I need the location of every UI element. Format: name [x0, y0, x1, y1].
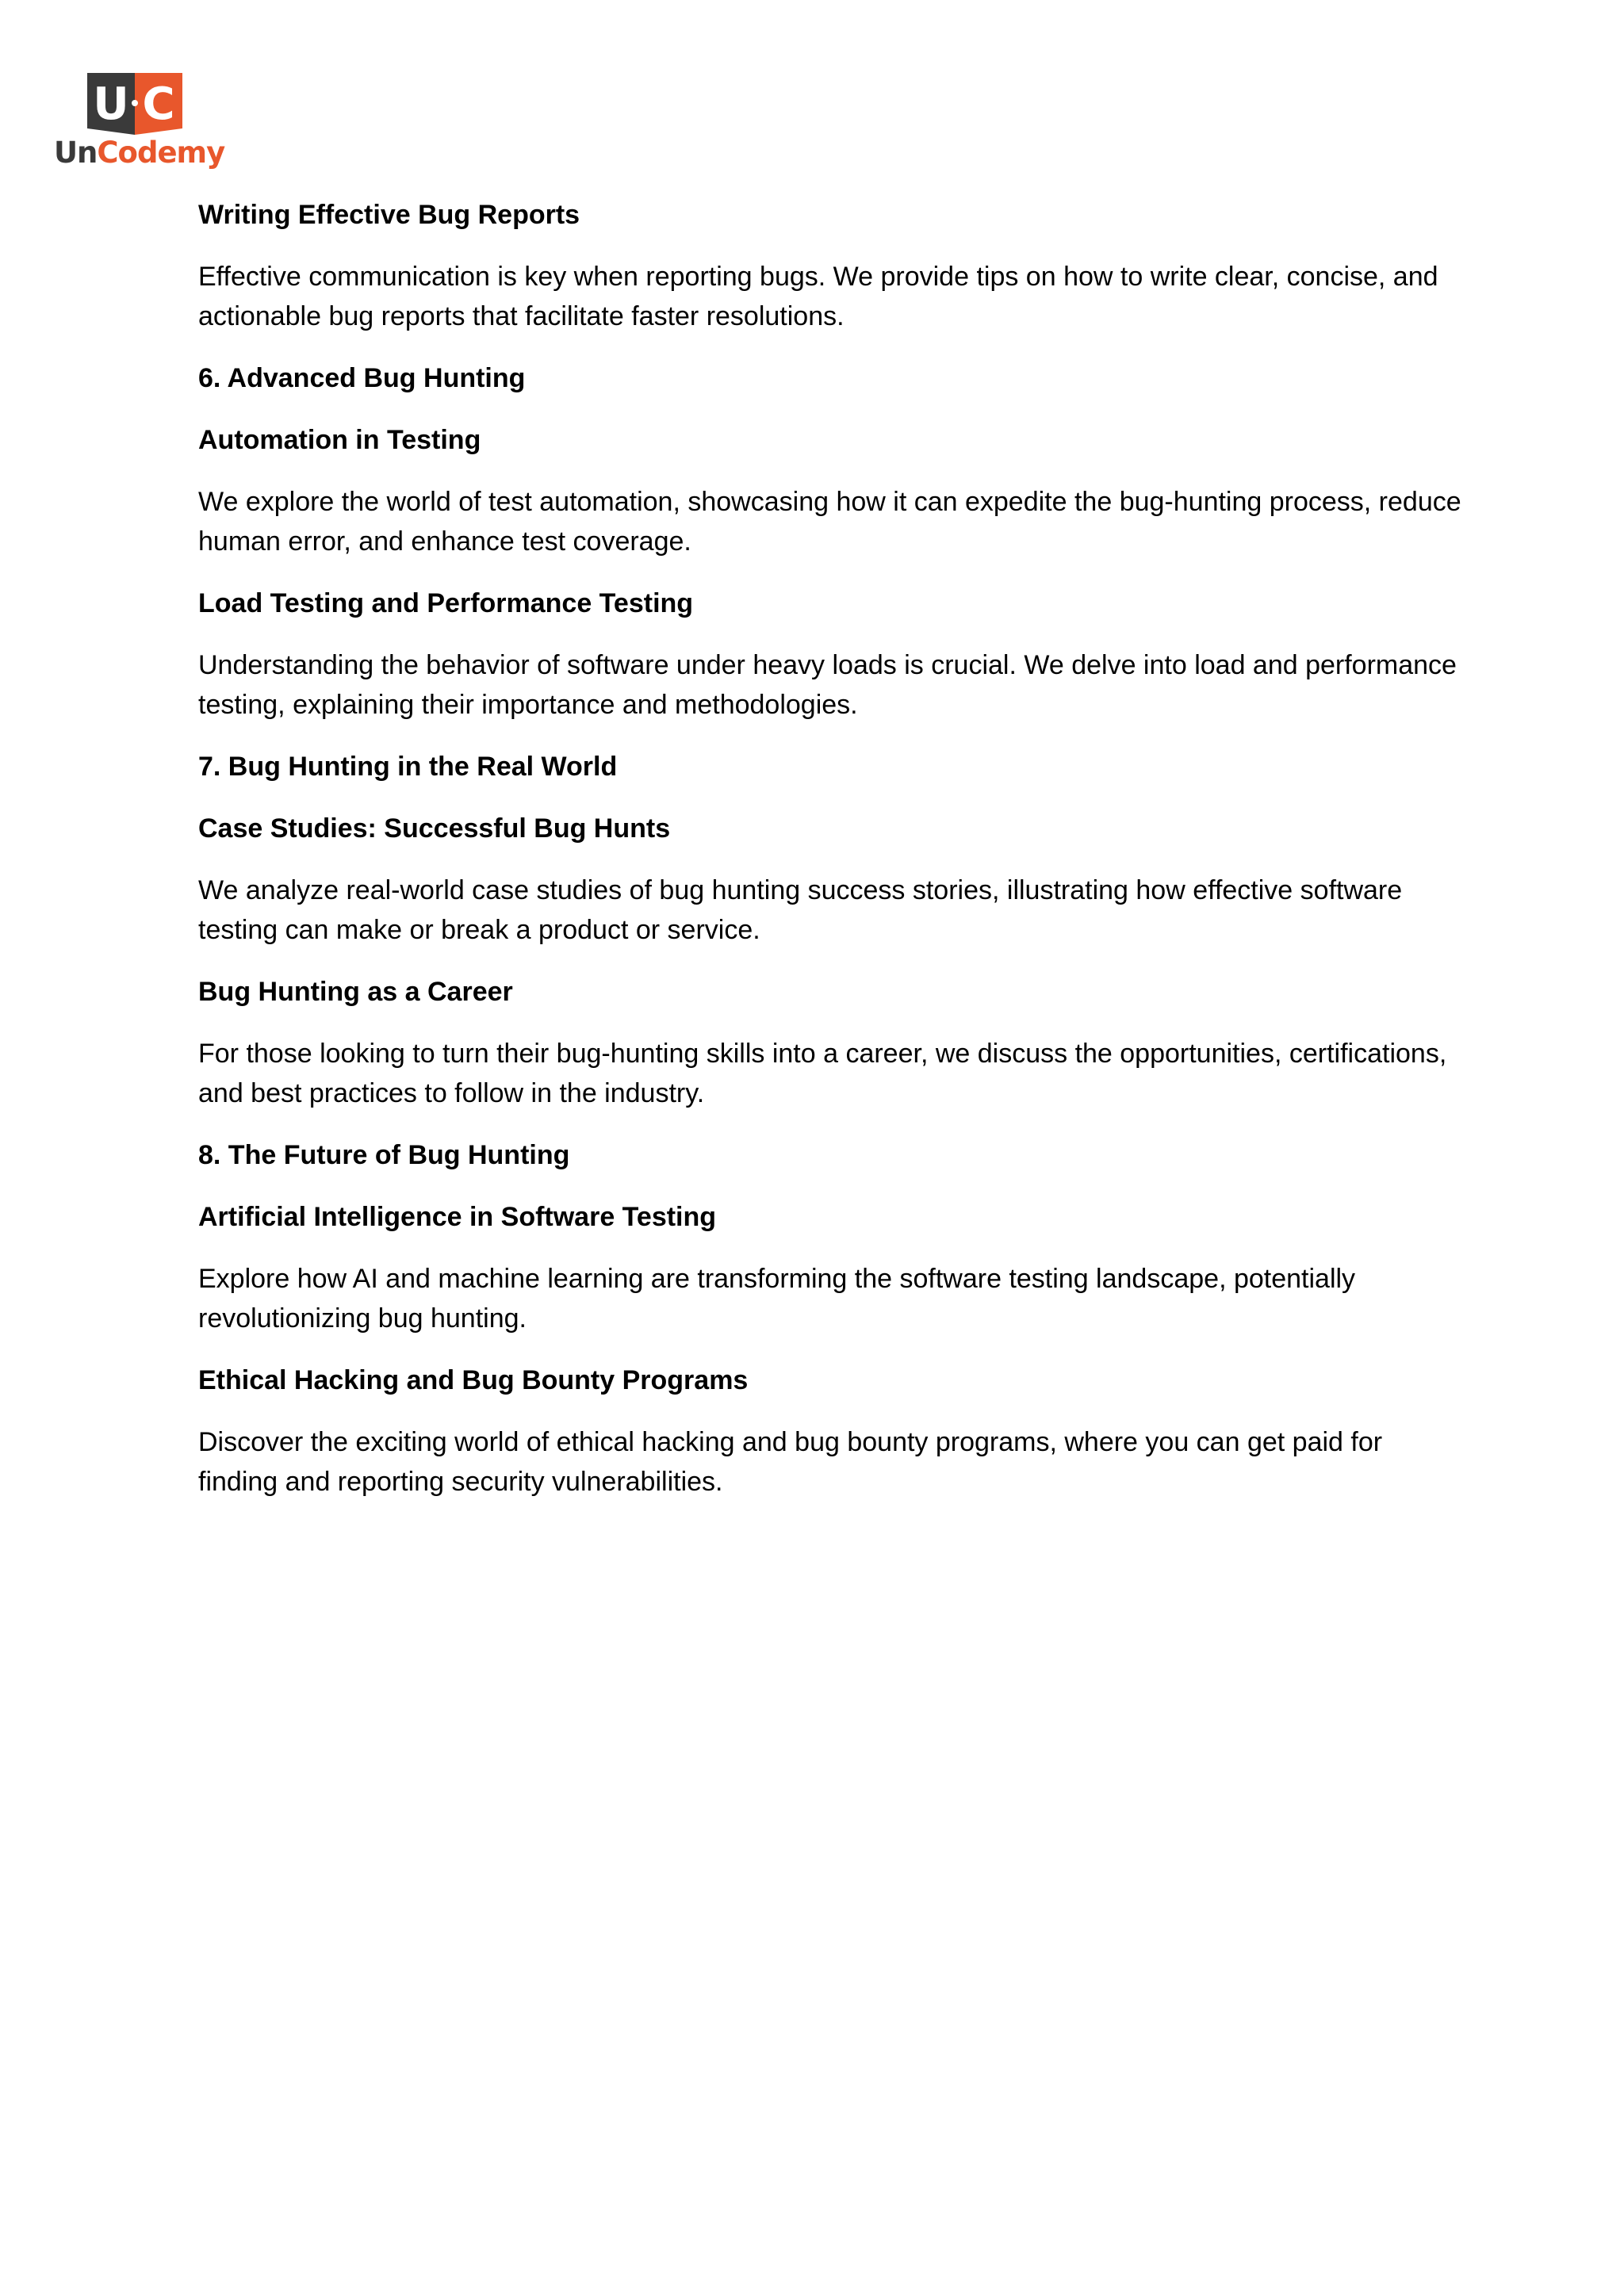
heading-automation-in-testing: Automation in Testing — [198, 425, 481, 455]
heading-writing-effective-bug-reports: Writing Effective Bug Reports — [198, 200, 580, 230]
heading-case-studies: Case Studies: Successful Bug Hunts — [198, 813, 671, 844]
logo-text-codemy: Codemy — [97, 136, 225, 170]
paragraph-career: For those looking to turn their bug-hunting skills into a career, we discuss the opportunities, certifications, and best practices to follow in the industry. — [198, 1039, 1447, 1108]
uncodemy-logo-mark — [84, 71, 182, 135]
logo-mark-right: C — [142, 78, 175, 130]
paragraph-case-studies: We analyze real-world case studies of bug hunting success stories, illustrating how effective software testing can make or break a product or service. — [198, 875, 1403, 945]
section-heading-advanced-bug-hunting: 6. Advanced Bug Hunting — [198, 363, 526, 393]
heading-ai-in-testing: Artificial Intelligence in Software Testing — [198, 1202, 717, 1232]
paragraph-ai: Explore how AI and machine learning are transforming the software testing landscape, potentially revolutionizing bug hunting. — [198, 1264, 1356, 1334]
section-heading-real-world: 7. Bug Hunting in the Real World — [198, 752, 618, 782]
logo-wordmark — [54, 136, 225, 170]
section-heading-future: 8. The Future of Bug Hunting — [198, 1140, 570, 1170]
paragraph-ethical-hacking: Discover the exciting world of ethical hacking and bug bounty programs, where you can get paid for finding and reporting security vulnerabilities. — [198, 1427, 1383, 1497]
uncodemy-logo — [51, 68, 225, 174]
heading-bug-hunting-career: Bug Hunting as a Career — [198, 977, 513, 1007]
paragraph-bug-reports: Effective communication is key when reporting bugs. We provide tips on how to write clear, concise, and actionable bug reports that facilitate faster resolutions. — [198, 262, 1438, 331]
document-body — [198, 195, 1467, 1524]
logo-text-un: Un — [54, 136, 98, 170]
paragraph-load-testing: Understanding the behavior of software under heavy loads is crucial. We delve into load and performance testing, explaining their importance and methodologies. — [198, 650, 1457, 720]
paragraph-automation: We explore the world of test automation, showcasing how it can expedite the bug-hunting process, reduce human error, and enhance test coverage. — [198, 487, 1461, 557]
logo-mark-left: U — [93, 78, 129, 130]
heading-ethical-hacking: Ethical Hacking and Bug Bounty Programs — [198, 1365, 749, 1395]
heading-load-testing: Load Testing and Performance Testing — [198, 588, 694, 618]
